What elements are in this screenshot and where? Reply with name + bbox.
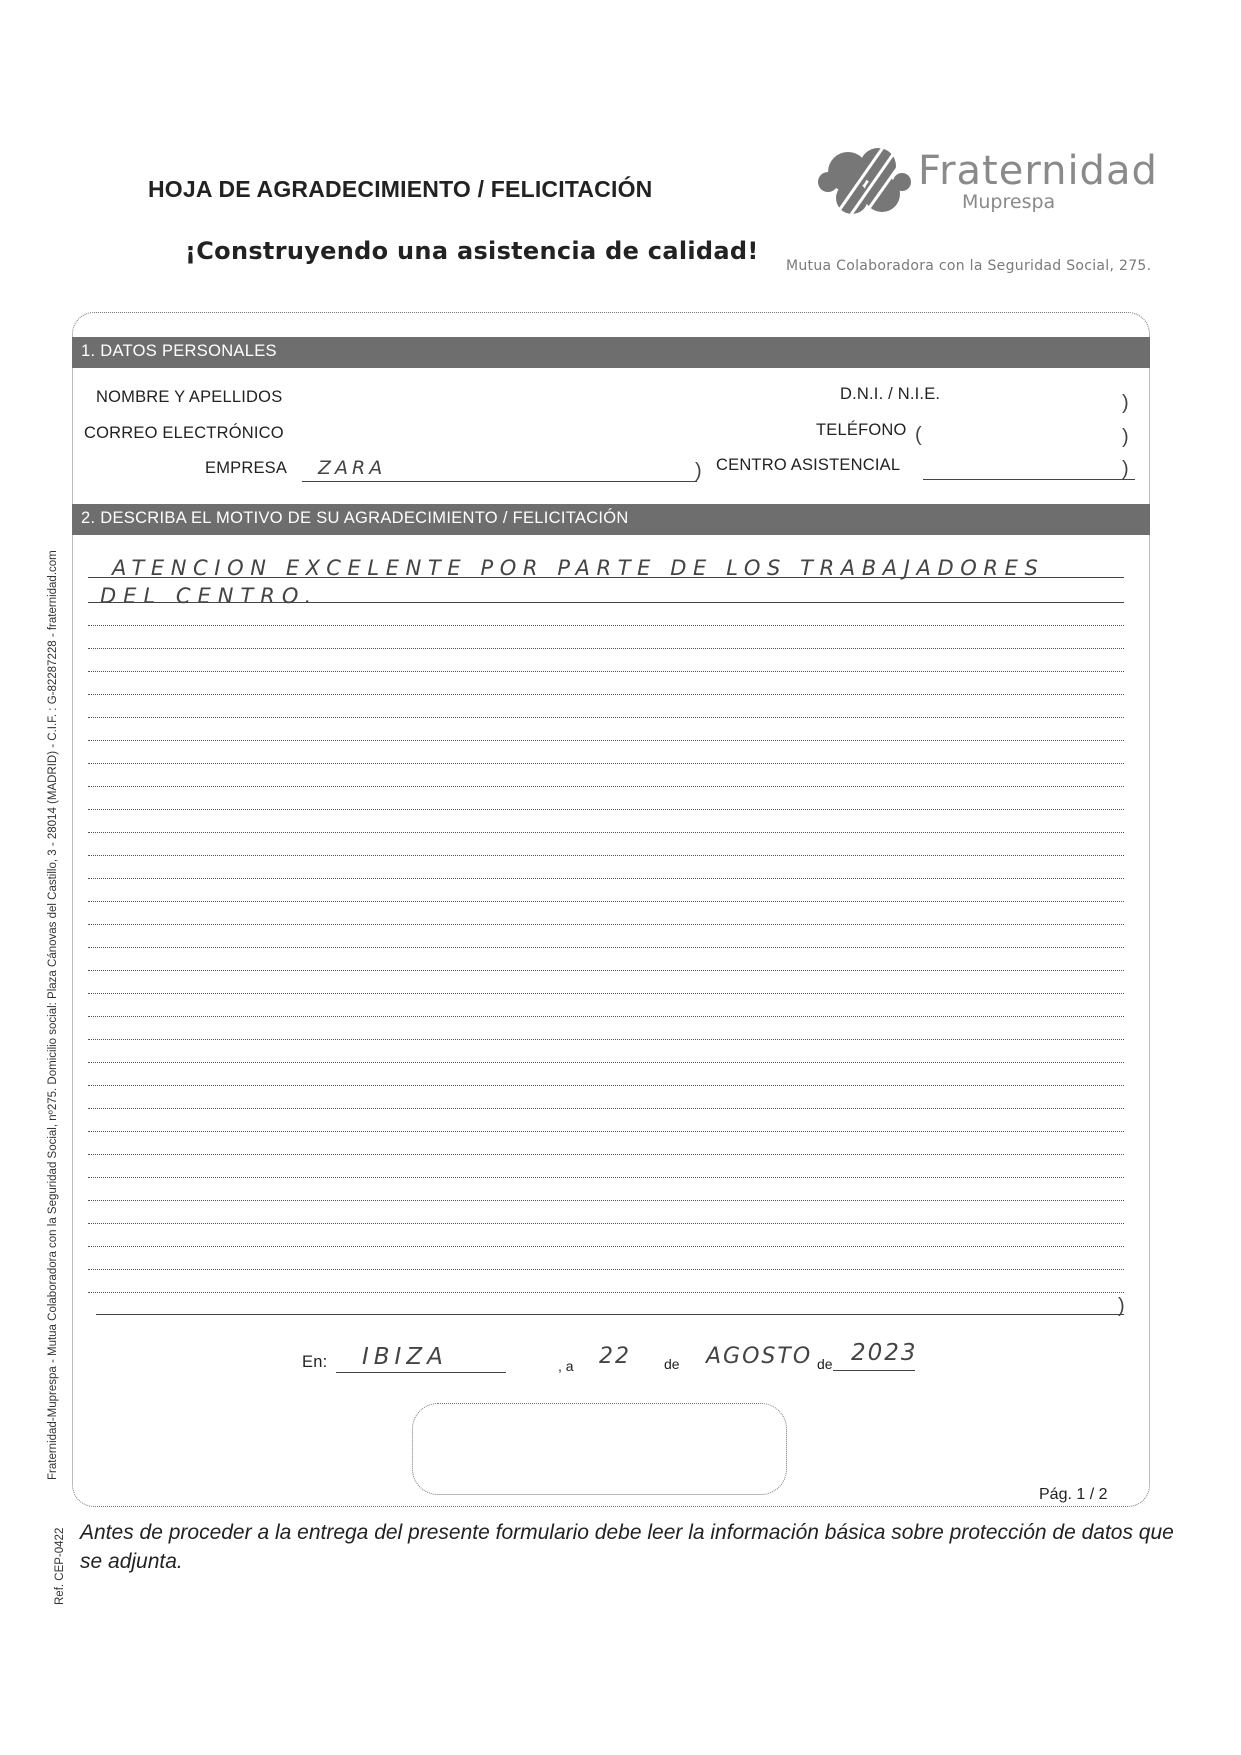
empresa-field-end: ) [695,460,702,482]
motivo-line[interactable] [88,901,1124,902]
footer-note: Antes de proceder a la entrega del presente formulario debe leer la información básica sobre protección de datos que se adjunta. [80,1521,1174,1573]
motivo-line[interactable] [88,832,1124,833]
motivo-line[interactable] [88,740,1124,741]
empresa-label: EMPRESA [205,459,288,477]
form-title: HOJA DE AGRADECIMIENTO / FELICITACIÓN [148,176,653,202]
motivo-line[interactable] [88,809,1124,810]
de-label-2: de [817,1356,833,1372]
motivo-line[interactable] [88,694,1124,695]
year-field[interactable] [833,1370,915,1371]
centro-field-end: ) [1122,458,1129,480]
year-value: 2023 [851,1340,918,1366]
motivo-line[interactable] [88,1154,1124,1155]
section-2-header: 2. DESCRIBA EL MOTIVO DE SU AGRADECIMIENTO / FELICITACIÓN [72,504,1150,535]
section-1-header: 1. DATOS PERSONALES [72,337,1150,368]
mutua-text: Mutua Colaboradora con la Seguridad Social, 275. [786,258,1152,274]
motivo-line[interactable] [88,1085,1124,1086]
ref-code: Ref. CEP-0422 [54,1527,66,1605]
en-label: En: [302,1353,328,1371]
telefono-field-end: ) [1122,426,1129,448]
motivo-line[interactable] [88,855,1124,856]
motivo-line[interactable] [88,786,1124,787]
motivo-line[interactable] [88,763,1124,764]
motivo-line[interactable] [88,1062,1124,1063]
motivo-line[interactable] [88,878,1124,879]
dni-field-end: ) [1122,392,1129,414]
motivo-line[interactable] [88,1223,1124,1224]
motivo-line-1: ATENCION EXCELENTE POR PARTE DE LOS TRABAJADORES [112,556,1045,580]
motivo-line[interactable] [88,924,1124,925]
motivo-last-line[interactable] [96,1314,1124,1315]
motivo-line[interactable] [88,1246,1124,1247]
nombre-label: NOMBRE Y APELLIDOS [96,388,283,406]
form-subtitle: ¡Construyendo una asistencia de calidad! [185,237,759,265]
day-value: 22 [599,1344,631,1369]
motivo-line[interactable] [88,1039,1124,1040]
motivo-line-2: DEL CENTRO. [100,584,319,608]
empresa-field[interactable] [302,481,697,482]
centro-label: CENTRO ASISTENCIAL [716,456,901,474]
motivo-line[interactable] [88,1292,1124,1293]
motivo-line[interactable] [88,1200,1124,1201]
motivo-line[interactable] [88,648,1124,649]
fraternidad-logo-icon [818,142,912,222]
brand-name: Fraternidad [918,148,1158,194]
place-value: IBIZA [362,1344,448,1370]
correo-label: CORREO ELECTRÓNICO [84,424,284,442]
motivo-line[interactable] [88,577,1124,578]
de-label-1: de [664,1356,680,1372]
motivo-line[interactable] [88,970,1124,971]
brand-sub: Muprespa [962,191,1056,213]
month-value: AGOSTO [706,1344,813,1369]
dni-label: D.N.I. / N.I.E. [840,385,941,403]
motivo-line[interactable] [88,717,1124,718]
motivo-line[interactable] [88,602,1124,603]
motivo-line[interactable] [88,993,1124,994]
place-field[interactable] [336,1372,506,1373]
centro-field[interactable] [923,479,1135,480]
motivo-line[interactable] [88,1016,1124,1017]
motivo-line[interactable] [88,1108,1124,1109]
motivo-line[interactable] [88,1131,1124,1132]
motivo-line[interactable] [88,1269,1124,1270]
telefono-field-start: ( [915,424,922,446]
side-legal-text: Fraternidad-Muprespa - Mutua Colaboradora con la Seguridad Social, nº275. Domicilio social: Plaza Cánovas del Castillo, 3 - 28014 (MADRID) - C.I.F. : G-82287228 - fraternidad.com [47,550,59,1480]
form-frame [72,312,1150,1507]
page-number: Pág. 1 / 2 [1039,1486,1108,1503]
a-label: , a [558,1358,574,1374]
empresa-value: ZARA [318,457,387,479]
motivo-line[interactable] [88,671,1124,672]
motivo-line[interactable] [88,1177,1124,1178]
telefono-label: TELÉFONO [816,421,907,439]
motivo-line[interactable] [88,947,1124,948]
signature-box[interactable] [412,1403,787,1495]
motivo-line[interactable] [88,625,1124,626]
motivo-field-end: ) [1118,1295,1125,1317]
